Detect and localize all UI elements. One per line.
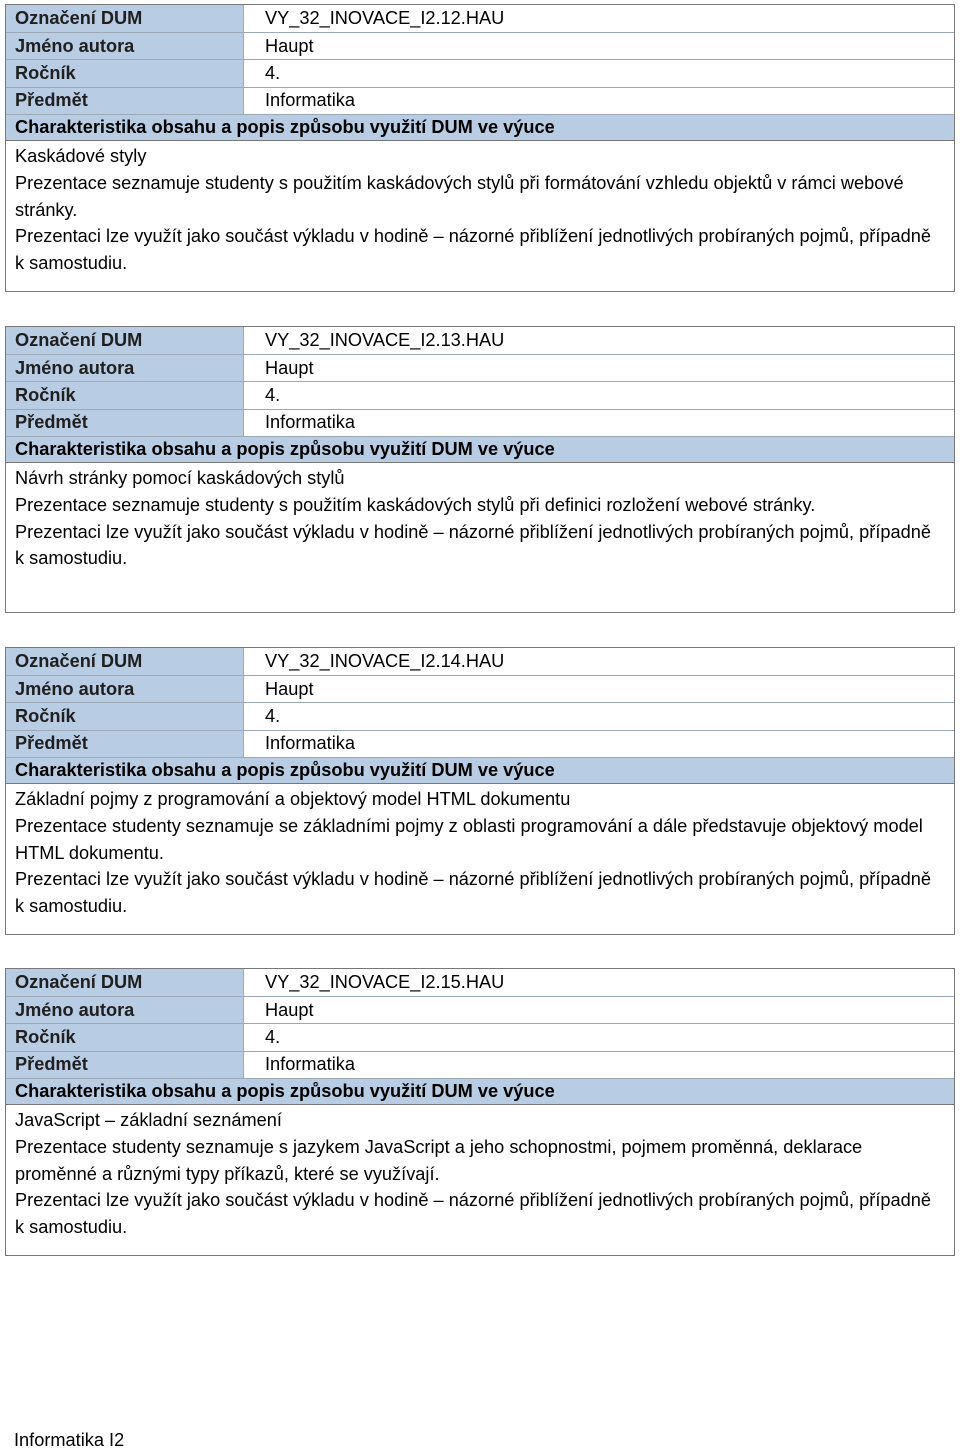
characteristics-heading: Charakteristika obsahu a popis způsobu využití DUM ve výuce	[6, 757, 954, 784]
author-label: Jméno autora	[15, 678, 135, 699]
characteristics-heading: Charakteristika obsahu a popis způsobu využití DUM ve výuce	[6, 1078, 954, 1105]
grade-value: 4.	[243, 703, 954, 729]
card-description: Prezentace seznamuje studenty s použitím kaskádových stylů při formátování vzhledu objektů v rámci webové stránky.	[15, 172, 904, 220]
characteristics-heading: Charakteristika obsahu a popis způsobu využití DUM ve výuce	[6, 114, 954, 141]
subject-row	[6, 87, 954, 114]
card-usage: Prezentaci lze využít jako součást výkladu v hodině – názorné přiblížení jednotlivých probíraných pojmů, případně k samostudiu.	[15, 521, 931, 569]
author-label: Jméno autora	[15, 35, 135, 56]
author-row	[6, 675, 954, 702]
subject-row	[6, 409, 954, 436]
grade-label: Ročník	[15, 384, 76, 405]
subject-value: Informatika	[243, 88, 954, 114]
characteristics-heading: Charakteristika obsahu a popis způsobu využití DUM ve výuce	[6, 436, 954, 463]
designation-label: Označení DUM	[15, 8, 143, 29]
author-row	[6, 354, 954, 381]
author-value: Haupt	[243, 33, 954, 59]
subject-label: Předmět	[15, 1054, 88, 1075]
designation-row	[6, 327, 954, 354]
card-title: Základní pojmy z programování a objektový model HTML dokumentu	[15, 788, 571, 809]
designation-row	[6, 648, 954, 675]
designation-label: Označení DUM	[15, 972, 143, 993]
grade-value: 4.	[243, 1024, 954, 1050]
designation-label: Označení DUM	[15, 651, 143, 672]
card-usage: Prezentaci lze využít jako součást výkladu v hodině – názorné přiblížení jednotlivých probíraných pojmů, případně k samostudiu.	[15, 1190, 931, 1238]
designation-value: VY_32_INOVACE_I2.12.HAU	[243, 5, 954, 32]
designation-row	[6, 969, 954, 996]
dum-card	[5, 968, 955, 1256]
grade-value: 4.	[243, 60, 954, 86]
card-body	[6, 784, 954, 920]
grade-label: Ročník	[15, 1026, 76, 1047]
dum-card	[5, 326, 955, 613]
subject-value: Informatika	[243, 731, 954, 757]
subject-row	[6, 730, 954, 757]
subject-label: Předmět	[15, 412, 88, 433]
grade-row	[6, 59, 954, 86]
dum-card	[5, 4, 955, 292]
subject-value: Informatika	[243, 410, 954, 436]
author-label: Jméno autora	[15, 357, 135, 378]
author-value: Haupt	[243, 355, 954, 381]
author-value: Haupt	[243, 676, 954, 702]
card-title: JavaScript – základní seznámení	[15, 1109, 282, 1130]
card-body	[6, 463, 954, 572]
author-row	[6, 32, 954, 59]
grade-row	[6, 1023, 954, 1050]
designation-row	[6, 5, 954, 32]
author-label: Jméno autora	[15, 999, 135, 1020]
page-footer: Informatika I2	[14, 1430, 125, 1450]
subject-row	[6, 1051, 954, 1078]
card-body	[6, 141, 954, 277]
author-value: Haupt	[243, 997, 954, 1023]
designation-value: VY_32_INOVACE_I2.14.HAU	[243, 648, 954, 675]
card-usage: Prezentaci lze využít jako součást výkladu v hodině – názorné přiblížení jednotlivých probíraných pojmů, případně k samostudiu.	[15, 869, 931, 917]
designation-value: VY_32_INOVACE_I2.13.HAU	[243, 327, 954, 354]
designation-label: Označení DUM	[15, 330, 143, 351]
grade-value: 4.	[243, 382, 954, 408]
grade-row	[6, 702, 954, 729]
grade-label: Ročník	[15, 705, 76, 726]
card-description: Prezentace seznamuje studenty s použitím kaskádových stylů při definici rozložení webové stránky.	[15, 494, 816, 515]
card-description: Prezentace studenty seznamuje se základními pojmy z oblasti programování a dále představuje objektový model HTML dokumentu.	[15, 815, 923, 863]
card-description: Prezentace studenty seznamuje s jazykem JavaScript a jeho schopnostmi, pojmem proměnná, deklarace proměnné a různými typy příkazů, které se využívají.	[15, 1136, 863, 1184]
grade-row	[6, 381, 954, 408]
card-title: Návrh stránky pomocí kaskádových stylů	[15, 467, 345, 488]
subject-value: Informatika	[243, 1052, 954, 1078]
dum-card	[5, 647, 955, 935]
subject-label: Předmět	[15, 733, 88, 754]
card-title: Kaskádové styly	[15, 145, 147, 166]
card-usage: Prezentaci lze využít jako součást výkladu v hodině – názorné přiblížení jednotlivých probíraných pojmů, případně k samostudiu.	[15, 226, 931, 274]
designation-value: VY_32_INOVACE_I2.15.HAU	[243, 969, 954, 996]
grade-label: Ročník	[15, 62, 76, 83]
card-body	[6, 1105, 954, 1241]
author-row	[6, 996, 954, 1023]
subject-label: Předmět	[15, 90, 88, 111]
